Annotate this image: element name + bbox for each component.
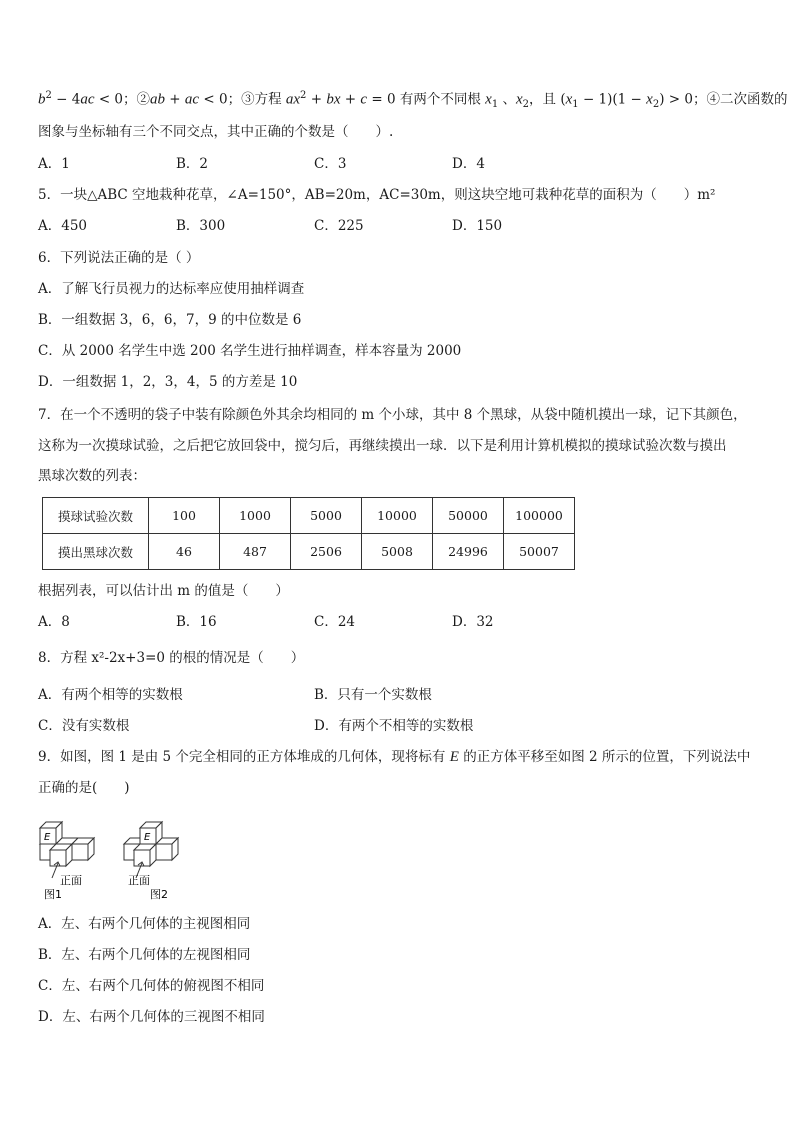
math-sub: 2 bbox=[522, 99, 530, 111]
q8-option-b[interactable]: B．只有一个实数根 bbox=[314, 687, 432, 703]
q6-option-c[interactable]: C．从 2000 名学生中选 200 名学生进行抽样调查，样本容量为 2000 bbox=[38, 343, 462, 359]
math-text: = 0 有两个不同根 bbox=[367, 91, 486, 108]
q9-option-d[interactable]: D．左、右两个几何体的三视图不相同 bbox=[38, 1009, 265, 1025]
q5-option-a[interactable]: A．450 bbox=[38, 218, 88, 234]
math-text: − 1)(1 − bbox=[578, 91, 647, 108]
q6-option-d[interactable]: D．一组数据 1，2，3，4，5 的方差是 10 bbox=[38, 374, 298, 390]
cube bbox=[156, 844, 172, 860]
q5-text: 5．一块△ABC 空地栽种花草，∠A=150°，AB=20m，AC=30m，则这块空地可栽种花草的面积为（ ）m² bbox=[38, 187, 716, 203]
q7-line2: 这称为一次摸球试验，之后把它放回袋中，搅匀后，再继续摸出一球．以下是利用计算机模拟的摸球试验次数与摸出 bbox=[38, 438, 727, 454]
q5-option-d[interactable]: D．150 bbox=[452, 218, 503, 234]
math-sub: 2 bbox=[652, 99, 660, 111]
math-text: + bbox=[340, 91, 361, 108]
math-ac: ac bbox=[80, 91, 95, 108]
math-c: c bbox=[360, 91, 368, 108]
q6-option-a[interactable]: A．了解飞行员视力的达标率应使用抽样调查 bbox=[38, 281, 305, 297]
cube bbox=[72, 844, 88, 860]
q4-line1 bbox=[38, 86, 787, 115]
q7-option-c[interactable]: C．24 bbox=[314, 614, 356, 630]
q7-data-table bbox=[42, 497, 575, 570]
q8-text: 8．方程 x²-2x+3=0 的根的情况是（ ） bbox=[38, 650, 305, 666]
table-cell: 5008 bbox=[362, 534, 433, 570]
q7-option-d[interactable]: D．32 bbox=[452, 614, 494, 630]
q4-option-a[interactable]: A．1 bbox=[38, 156, 70, 172]
front-label: 正面 bbox=[128, 874, 150, 887]
q7-option-b[interactable]: B．16 bbox=[176, 614, 217, 630]
q9-text-part: 9．如图，图 1 是由 5 个完全相同的正方体堆成的几何体，现将标有 bbox=[38, 749, 450, 765]
table-row-label: 摸出黑球次数 bbox=[43, 534, 149, 570]
q9-option-c[interactable]: C．左、右两个几何体的俯视图不相同 bbox=[38, 978, 265, 994]
q6-text: 6．下列说法正确的是（ ） bbox=[38, 250, 200, 266]
q5-option-c[interactable]: C．225 bbox=[314, 218, 364, 234]
figure2-cubes bbox=[124, 822, 178, 866]
math-text: + bbox=[306, 91, 327, 108]
math-sub: 1 bbox=[572, 99, 579, 111]
q4-option-d[interactable]: D．4 bbox=[452, 156, 485, 172]
table-row-label: 摸球试验次数 bbox=[43, 498, 149, 534]
table-cell: 50000 bbox=[433, 498, 504, 534]
label-e: E bbox=[44, 832, 51, 843]
math-x: x bbox=[485, 91, 492, 108]
math-text: ，且 ( bbox=[529, 91, 566, 108]
label-e: E bbox=[144, 832, 151, 843]
math-text: − 4 bbox=[51, 91, 81, 108]
math-b: b bbox=[38, 91, 46, 108]
math-sup: 2 bbox=[45, 90, 52, 101]
q9-figure bbox=[38, 818, 198, 903]
q4-option-c[interactable]: C．3 bbox=[314, 156, 347, 172]
math-x: x bbox=[646, 91, 653, 108]
math-ac: ac bbox=[184, 91, 200, 108]
table-cell: 24996 bbox=[433, 534, 504, 570]
table-cell: 1000 bbox=[220, 498, 291, 534]
figure1-cubes bbox=[40, 822, 94, 866]
math-ax: ax bbox=[285, 91, 301, 108]
math-sub: 1 bbox=[491, 99, 499, 111]
math-text: ) > 0；④二次函数的 bbox=[659, 91, 788, 108]
figure1-caption: 图1 bbox=[44, 888, 62, 901]
math-x: x bbox=[516, 91, 523, 108]
q9-option-b[interactable]: B．左、右两个几何体的左视图相同 bbox=[38, 947, 251, 963]
q7-option-a[interactable]: A．8 bbox=[38, 614, 70, 630]
q7-line1: 7．在一个不透明的袋子中装有除颜色外其余均相同的 m 个小球，其中 8 个黑球，从袋中随机摸出一球，记下其颜色， bbox=[38, 407, 747, 423]
q9-option-a[interactable]: A．左、右两个几何体的主视图相同 bbox=[38, 916, 251, 932]
q4-line2: 图象与坐标轴有三个不同交点，其中正确的个数是（ ）. bbox=[38, 124, 394, 140]
math-text: 、 bbox=[498, 91, 516, 108]
q9-text-part: 的正方体平移至如图 2 所示的位置，下列说法中 bbox=[458, 749, 751, 765]
table-row bbox=[43, 498, 575, 534]
math-bx: bx bbox=[326, 91, 341, 108]
math-x: x bbox=[565, 91, 573, 108]
q8-option-d[interactable]: D．有两个不相等的实数根 bbox=[314, 718, 474, 734]
math-text: + bbox=[165, 91, 185, 108]
q9-line2: 正确的是( ) bbox=[38, 780, 130, 796]
q8-option-c[interactable]: C．没有实数根 bbox=[38, 718, 130, 734]
front-label: 正面 bbox=[60, 874, 82, 887]
q6-option-b[interactable]: B．一组数据 3，6，6，7，9 的中位数是 6 bbox=[38, 312, 302, 328]
q9-line1 bbox=[38, 747, 750, 767]
table-cell: 487 bbox=[220, 534, 291, 570]
q9-label-e: E bbox=[449, 749, 459, 765]
table-cell: 5000 bbox=[291, 498, 362, 534]
figure2-caption: 图2 bbox=[150, 888, 168, 901]
table-cell: 2506 bbox=[291, 534, 362, 570]
q5-option-b[interactable]: B．300 bbox=[176, 218, 226, 234]
q7-line3: 黑球次数的列表： bbox=[38, 468, 146, 484]
math-text: < 0；② bbox=[94, 91, 151, 108]
table-cell: 46 bbox=[149, 534, 220, 570]
table-cell: 100 bbox=[149, 498, 220, 534]
q8-option-a[interactable]: A．有两个相等的实数根 bbox=[38, 687, 183, 703]
math-ab: ab bbox=[150, 91, 166, 108]
table-row bbox=[43, 534, 575, 570]
math-text: < 0；③方程 bbox=[199, 91, 286, 108]
q7-after: 根据列表，可以估计出 m 的值是（ ） bbox=[38, 583, 289, 599]
table-cell: 10000 bbox=[362, 498, 433, 534]
table-cell: 100000 bbox=[504, 498, 575, 534]
math-sup: 2 bbox=[300, 90, 307, 101]
table-cell: 50007 bbox=[504, 534, 575, 570]
q4-option-b[interactable]: B．2 bbox=[176, 156, 209, 172]
